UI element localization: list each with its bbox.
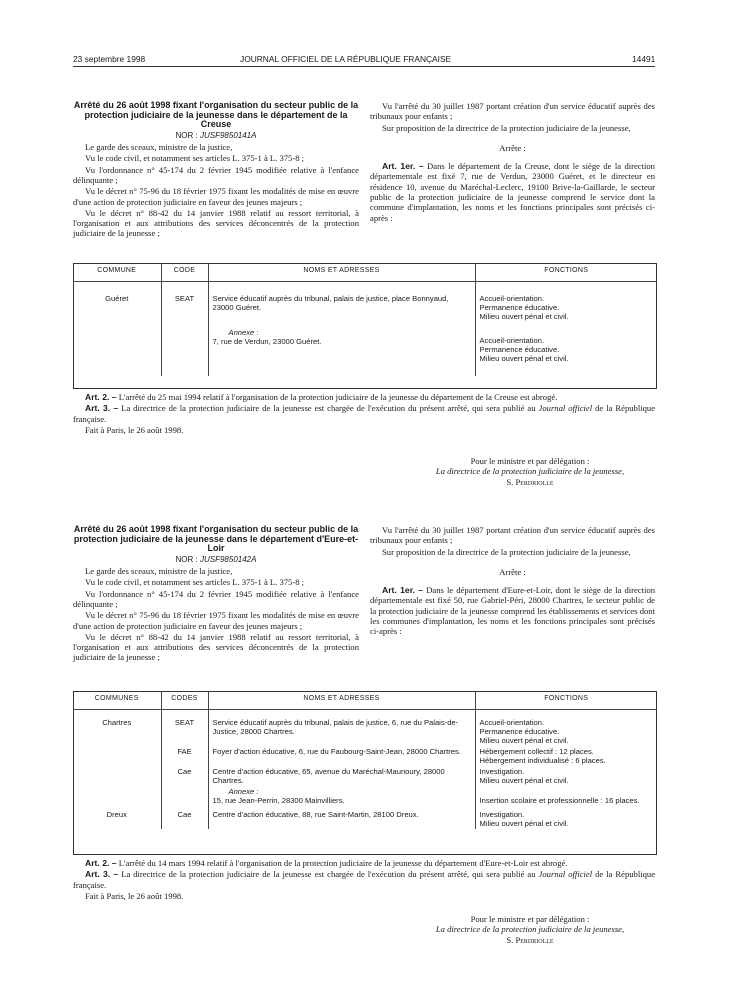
fonction-line: Milieu ouvert pénal et civil. — [479, 819, 569, 828]
signature-line-1: Pour le ministre et par délégation : — [470, 456, 590, 466]
cell-fonctions — [475, 786, 657, 806]
header-journal-title: JOURNAL OFFICIEL DE LA RÉPUBLIQUE FRANÇAISE — [240, 54, 452, 64]
arrete1-art3-text-end: de la République française. — [73, 403, 656, 424]
arrete1-article-3 — [73, 403, 655, 424]
arrete1-art1-text: Dans le département de la Creuse, dont le siège de la direction départementale est fixé 7, rue de Verdun, 23000 Guéret, et le directeur en résidence 10, avenue du Maréchal-Leclerc, 19100 Brive-la-Gaillarde, le secteur public de la protection judiciaire de la jeunesse comprend le service dont la commune d'implantation, les noms et les fonctions principales sont précisés ci-après : — [370, 161, 655, 223]
col-header-codes: CODES — [161, 692, 208, 710]
arrete1-nor-label: NOR : — [175, 130, 198, 140]
arrete1-visa: Vu l'arrêté du 30 juillet 1987 portant création d'un service éducatif auprès des tribunaux pour enfants ; — [370, 101, 655, 122]
col-header-noms: NOMS ET ADRESSES — [208, 692, 475, 710]
signature-line-1: Pour le ministre et par délégation : — [470, 914, 590, 924]
arrete2-left-column — [73, 525, 359, 664]
cell-nom — [208, 786, 475, 806]
arrete1-art2-text: L'arrêté du 25 mai 1994 relatif à l'organisation de la protection judiciaire de la jeunesse du département de la Creuse est abrogé. — [118, 392, 558, 402]
arrete2-article-1 — [370, 585, 655, 636]
table-row — [73, 282, 657, 323]
signature-line-2: La directrice de la protection judiciaire de la jeunesse, — [435, 924, 625, 935]
fonction-line: Investigation. — [479, 810, 525, 819]
arrete2-visa: Sur proposition de la directrice de la protection judiciaire de la jeunesse, — [382, 546, 631, 557]
arrete1-left-column — [73, 101, 359, 240]
arrete1-fait: Fait à Paris, le 26 août 1998. — [85, 424, 184, 435]
cell-nom: Service éducatif auprès du tribunal, palais de justice, 6, rue du Palais-de-Justice, 28000 Chartres. — [208, 710, 475, 747]
table-header-row — [73, 692, 657, 710]
arrete1-visa: Le garde des sceaux, ministre de la justice, — [85, 142, 233, 153]
fonction-line: Permanence éducative. — [479, 345, 560, 354]
arrete1-title: Arrêté du 26 août 1998 fixant l'organisation du secteur public de la protection judiciaire de la jeunesse dans le département de la Creuse — [73, 100, 359, 130]
arrete1-arrete: Arrête : — [499, 142, 526, 153]
annexe-label: Annexe : — [228, 787, 259, 796]
header-rule — [73, 66, 655, 67]
table-row — [73, 786, 657, 806]
signature-line-2: La directrice de la protection judiciaire de la jeunesse, — [435, 466, 625, 477]
arrete2-art2-label: Art. 2. – — [85, 858, 117, 868]
fonction-line: Milieu ouvert pénal et civil. — [479, 354, 569, 363]
cell-commune — [73, 786, 161, 806]
cell-nom: Centre d'action éducative, 65, avenue du Maréchal-Maunoury, 28000 Chartres. — [208, 766, 475, 786]
cell-commune: Guéret — [73, 282, 161, 323]
arrete2-right-column — [370, 525, 655, 638]
fonction-line: Accueil-orientation. — [479, 294, 545, 303]
arrete1-visa: Vu le décret n° 88-42 du 14 janvier 1988 relatif au ressort territorial, à l'organisation et aux attributions des services déconcentrés de la protection judiciaire de la jeunesse ; — [73, 207, 359, 239]
arrete1-visa: Sur proposition de la directrice de la protection judiciaire de la jeunesse, — [382, 122, 631, 133]
arrete1-nor — [73, 131, 359, 141]
annexe-address: 15, rue Jean-Perrin, 28300 Mainvilliers. — [212, 796, 345, 805]
cell-code: SEAT — [161, 710, 208, 747]
cell-fonctions — [475, 322, 657, 376]
arrete2-visa: Vu le décret n° 75-96 du 18 février 1975 fixant les modalités de mise en œuvre d'une action de protection judiciaire en faveur des jeunes majeurs ; — [73, 610, 359, 631]
arrete2-art2-text: L'arrêté du 14 mars 1994 relatif à l'organisation de la protection judiciaire de la jeunesse du département d'Eure-et-Loir est abrogé. — [118, 858, 568, 868]
arrete2-closing — [73, 858, 655, 902]
arrete1-article-2 — [73, 392, 655, 402]
cell-fonctions — [475, 766, 657, 786]
arrete2-visa: Vu l'arrêté du 30 juillet 1987 portant création d'un service éducatif auprès des tribunaux pour enfants ; — [370, 525, 655, 546]
table-row — [73, 806, 657, 829]
cell-commune: Chartres — [73, 710, 161, 747]
arrete2-signature — [400, 914, 660, 945]
arrete1-visa: Vu le décret n° 75-96 du 18 février 1975 fixant les modalités de mise en œuvre d'une action de protection judiciaire en faveur des jeunes majeurs ; — [73, 186, 359, 207]
cell-code: SEAT — [161, 282, 208, 323]
arrete2-art3-label: Art. 3. – — [85, 869, 119, 880]
cell-code: Cae — [161, 766, 208, 786]
cell-nom — [208, 322, 475, 376]
arrete2-art3-text: La directrice de la protection judiciaire de la jeunesse est chargée de l'exécution du présent arrêté, qui sera publié au — [121, 869, 536, 880]
arrete2-art1-text: Dans le département d'Eure-et-Loir, dont le siège de la direction départementale est fixé 50, rue Gabriel-Péri, 28000 Chartres, le secteur public de la protection judiciaire de la jeunesse comprend les établissements et services dont les communes d'implantation, les noms et les fonctions principales sont précisés ci-après : — [370, 585, 655, 637]
cell-nom: Service éducatif auprès du tribunal, palais de justice, place Bonnyaud, 23000 Guéret. — [208, 282, 475, 323]
arrete1-art3-text: La directrice de la protection judiciaire de la jeunesse est chargée de l'exécution du présent arrêté, qui sera publié au — [121, 403, 536, 414]
arrete2-fait: Fait à Paris, le 26 août 1998. — [85, 890, 184, 901]
header-date: 23 septembre 1998 — [73, 54, 146, 64]
arrete2-visa: Le garde des sceaux, ministre de la justice, — [85, 566, 233, 577]
arrete1-visa: Vu l'ordonnance n° 45-174 du 2 février 1945 modifiée relative à l'enfance délinquante ; — [73, 164, 359, 185]
arrete2-arrete: Arrête : — [499, 566, 526, 577]
fonction-line: Milieu ouvert pénal et civil. — [479, 312, 569, 321]
cell-nom: Foyer d'action éducative, 6, rue du Faubourg-Saint-Jean, 28000 Chartres. — [208, 746, 475, 766]
fonction-line: Permanence éducative. — [479, 727, 560, 736]
arrete2-visa: Vu l'ordonnance n° 45-174 du 2 février 1945 modifiée relative à l'enfance délinquante ; — [73, 588, 359, 609]
table-row — [73, 322, 657, 376]
fonction-line: Accueil-orientation. — [479, 336, 545, 345]
col-header-code: CODE — [161, 264, 208, 282]
cell-code — [161, 322, 208, 376]
col-header-fonctions: FONCTIONS — [475, 264, 657, 282]
arrete1-visa: Vu le code civil, et notamment ses articles L. 375-1 à L. 375-8 ; — [85, 153, 305, 164]
arrete1-art2-label: Art. 2. – — [85, 392, 117, 402]
arrete1-art3-label: Art. 3. – — [85, 403, 119, 414]
arrete2-visa: Vu le décret n° 88-42 du 14 janvier 1988 relatif au ressort territorial, à l'organisation et aux attributions des services déconcentrés de la protection judiciaire de la jeunesse ; — [73, 631, 359, 663]
arrete2-art3-journal: Journal officiel — [538, 869, 593, 880]
cell-commune — [73, 322, 161, 376]
arrete2-article-2 — [73, 858, 655, 868]
fonction-line: Milieu ouvert pénal et civil. — [479, 776, 569, 785]
arrete1-signature — [400, 456, 660, 487]
arrete2-visa: Vu le code civil, et notamment ses articles L. 375-1 à L. 375-8 ; — [85, 577, 305, 588]
fonction-line: Insertion scolaire et professionnelle : 16 places. — [479, 796, 640, 805]
cell-code — [161, 786, 208, 806]
arrete1-closing — [73, 392, 655, 436]
arrete2-nor — [73, 555, 359, 565]
cell-fonctions — [475, 282, 657, 323]
arrete2-art3-text-end: de la République française. — [73, 869, 656, 890]
signature-name: S. Perdriolle — [506, 476, 554, 487]
cell-fonctions — [475, 746, 657, 766]
annexe-label: Annexe : — [228, 328, 259, 337]
cell-commune: Dreux — [73, 806, 161, 829]
col-header-commune: COMMUNE — [73, 264, 161, 282]
arrete1-nor-code: JUSF9850141A — [199, 130, 257, 140]
table-row — [73, 710, 657, 747]
cell-code: FAE — [161, 746, 208, 766]
arrete1-table — [73, 264, 657, 376]
arrete2-art1-label: Art. 1er. – — [382, 585, 424, 596]
arrete1-article-1 — [370, 161, 655, 223]
col-header-communes: COMMUNES — [73, 692, 161, 710]
fonction-line: Milieu ouvert pénal et civil. — [479, 736, 569, 745]
fonction-line: Hébergement individualisé : 6 places. — [479, 756, 606, 765]
table-row — [73, 746, 657, 766]
arrete2-nor-code: JUSF9850142A — [199, 554, 257, 564]
cell-fonctions — [475, 806, 657, 829]
cell-code: Cae — [161, 806, 208, 829]
arrete1-art3-journal: Journal officiel — [538, 403, 593, 414]
cell-commune — [73, 766, 161, 786]
arrete1-right-column — [370, 101, 655, 224]
annexe-address: 7, rue de Verdun, 23000 Guéret. — [212, 337, 322, 346]
fonction-line: Hébergement collectif : 12 places. — [479, 747, 594, 756]
arrete2-title: Arrêté du 26 août 1998 fixant l'organisation du secteur public de la protection judiciaire de la jeunesse dans le département d'Eure-et-Loir — [73, 524, 359, 554]
cell-nom: Centre d'action éducative, 88, rue Saint-Martin, 28100 Dreux. — [208, 806, 475, 829]
fonction-line: Accueil-orientation. — [479, 718, 545, 727]
arrete2-nor-label: NOR : — [175, 554, 198, 564]
arrete1-art1-label: Art. 1er. – — [382, 161, 424, 172]
arrete2-table — [73, 692, 657, 829]
col-header-fonctions: FONCTIONS — [475, 692, 657, 710]
cell-fonctions — [475, 710, 657, 747]
table-row — [73, 766, 657, 786]
header-page-number: 14491 — [632, 54, 656, 64]
signature-name: S. Perdriolle — [506, 934, 554, 945]
col-header-noms: NOMS ET ADRESSES — [208, 264, 475, 282]
fonction-line: Permanence éducative. — [479, 303, 560, 312]
fonction-line: Investigation. — [479, 767, 525, 776]
arrete2-article-3 — [73, 869, 655, 890]
table-header-row — [73, 264, 657, 282]
cell-commune — [73, 746, 161, 766]
